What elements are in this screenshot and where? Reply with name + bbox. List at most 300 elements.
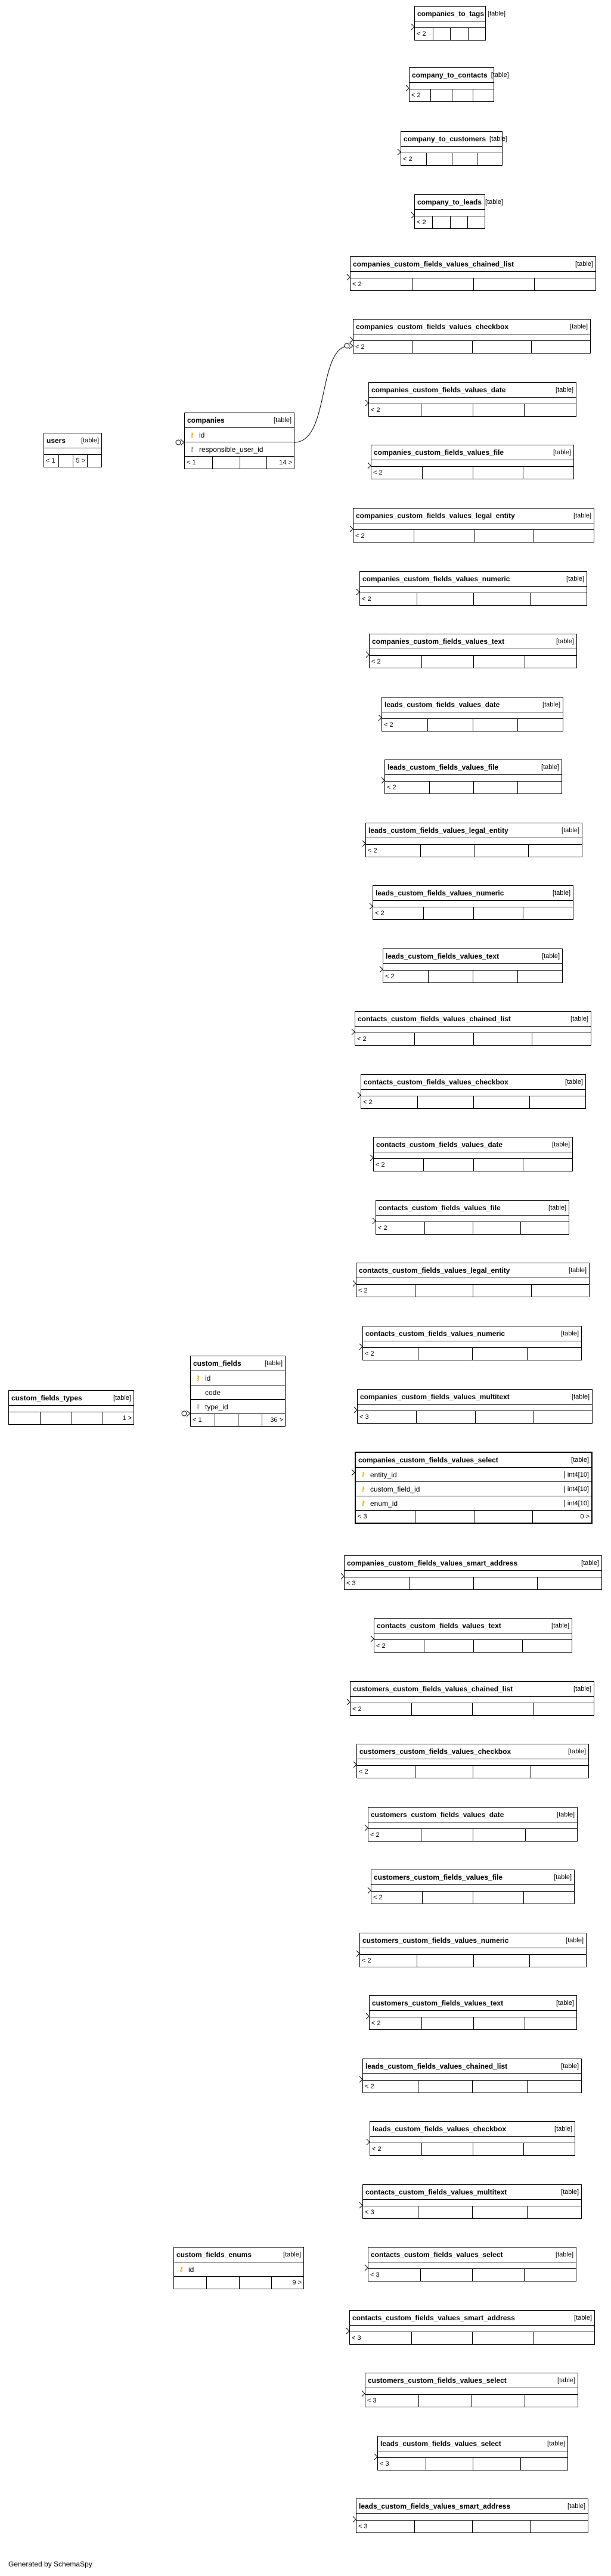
table-columns-collapsed (378, 2451, 567, 2458)
child-count (530, 593, 587, 605)
column-name: enum_id (370, 1499, 398, 1508)
footer-cell (472, 2206, 527, 2218)
table-columns-collapsed (370, 649, 576, 656)
footer-cell (473, 1829, 525, 1841)
table-header (174, 2248, 303, 2262)
table-node-companies-custom-fields-values-checkbox[interactable] (353, 319, 591, 354)
table-node-customers-custom-fields-values-select[interactable] (365, 2373, 578, 2407)
table-columns-collapsed (345, 1571, 601, 1577)
table-footer (365, 2395, 578, 2407)
table-name: custom_fields (193, 1359, 241, 1368)
footer-cell (472, 341, 531, 353)
table-columns-collapsed (356, 2514, 588, 2521)
table-node-leads-custom-fields-values-smart-address[interactable] (356, 2498, 588, 2533)
table-name: contacts_custom_fields_values_checkbox (364, 1078, 508, 1086)
table-footer (44, 455, 101, 467)
footer-cell (415, 1766, 473, 1778)
table-header (370, 2122, 575, 2137)
table-header (415, 7, 506, 21)
parent-count: < 2 (385, 973, 395, 980)
table-kind: [table] (274, 417, 291, 424)
table-footer (370, 656, 576, 668)
table-columns-collapsed (358, 1405, 592, 1411)
parent-count: < 3 (358, 2523, 368, 2530)
table-node-customers-custom-fields-values-chained-list[interactable] (350, 1681, 594, 1716)
footer-cell (473, 467, 523, 479)
footer-cell (472, 2081, 527, 2093)
table-node-customers-custom-fields-values-date[interactable] (368, 1807, 578, 1842)
column-row (191, 1400, 285, 1414)
table-header (373, 886, 573, 901)
table-header (356, 1453, 591, 1468)
table-header (374, 1137, 572, 1152)
table-node-leads-custom-fields-values-numeric[interactable] (373, 885, 573, 920)
table-node-contacts-custom-fields-values-chained-list[interactable] (355, 1011, 591, 1046)
table-node-contacts-custom-fields-values-numeric[interactable] (362, 1326, 582, 1360)
table-kind: [table] (556, 638, 574, 645)
footer-cell (473, 1159, 523, 1171)
table-footer (415, 216, 485, 228)
footer-cell (473, 1640, 523, 1652)
table-node-contacts-custom-fields-values-legal-entity[interactable] (356, 1263, 590, 1297)
child-count (525, 2017, 576, 2029)
optional-marker (182, 1411, 187, 1416)
table-kind: [table] (565, 1078, 583, 1086)
parent-count (174, 2277, 206, 2289)
table-name: companies_custom_fields_values_numeric (362, 575, 510, 583)
parent-count: < 2 (365, 1350, 374, 1357)
table-columns-collapsed (401, 147, 502, 153)
table-footer (415, 28, 485, 40)
optional-marker (176, 440, 181, 445)
table-kind: [table] (561, 2063, 579, 2070)
parent-count: < 2 (387, 784, 396, 791)
table-columns-collapsed (383, 964, 562, 971)
table-kind: [table] (554, 1874, 572, 1881)
table-node-leads-custom-fields-values-date[interactable] (382, 697, 563, 731)
table-header (363, 2185, 581, 2200)
table-kind: [table] (491, 72, 509, 79)
table-node-company-to-leads[interactable] (414, 194, 504, 229)
table-columns-collapsed (369, 398, 576, 404)
footer-cell (412, 341, 472, 353)
table-node-companies-custom-fields-values-legal-entity[interactable] (353, 508, 594, 543)
footer-cell (424, 1222, 473, 1234)
table-name: custom_fields_types (11, 1394, 82, 1402)
column-row (185, 442, 294, 457)
table-columns-collapsed (368, 2262, 576, 2269)
table-kind: [table] (574, 2314, 592, 2321)
table-header (353, 320, 590, 334)
footer-cell (58, 455, 73, 467)
child-count (532, 1033, 591, 1045)
footer-cell (450, 28, 468, 40)
table-columns-collapsed (356, 1278, 589, 1285)
table-node-companies-custom-fields-values-file[interactable] (371, 445, 574, 479)
table-columns-collapsed (368, 1822, 577, 1829)
table-columns-collapsed (355, 1027, 591, 1033)
table-node-leads-custom-fields-values-chained-list[interactable] (362, 2059, 582, 2093)
table-name: contacts_custom_fields_values_select (371, 2250, 503, 2259)
parent-count: < 3 (352, 2335, 361, 2342)
parent-count: < 3 (346, 1580, 356, 1587)
child-count: 36 > (262, 1414, 286, 1426)
table-header (383, 949, 562, 964)
footer-cell (450, 216, 467, 228)
table-footer (358, 1411, 592, 1423)
table-kind: [table] (575, 261, 593, 268)
footer-cell (429, 782, 473, 793)
table-footer (363, 1348, 581, 1360)
table-footer (350, 2332, 594, 2344)
footer-cell (473, 593, 530, 605)
child-count (525, 1829, 578, 1841)
table-header (376, 1201, 569, 1216)
footer-cell (473, 2458, 520, 2470)
parent-count: < 2 (352, 1706, 362, 1713)
child-count (477, 153, 502, 165)
footer-cell (418, 2395, 472, 2407)
table-kind: [table] (541, 764, 559, 771)
table-name: company_to_contacts (412, 71, 488, 79)
table-name: companies_custom_fields_values_select (358, 1456, 498, 1464)
table-node-users[interactable] (44, 433, 102, 467)
table-kind: [table] (548, 1204, 566, 1211)
table-header (370, 634, 576, 649)
table-kind: [table] (485, 199, 504, 206)
table-header (371, 1870, 574, 1885)
table-footer (361, 1096, 585, 1108)
table-name: contacts_custom_fields_values_text (377, 1622, 501, 1630)
table-name: contacts_custom_fields_values_chained_list (358, 1015, 511, 1023)
table-node-companies-custom-fields-values-date[interactable] (368, 382, 576, 417)
table-footer (369, 404, 576, 416)
table-node-leads-custom-fields-values-checkbox[interactable] (370, 2121, 575, 2156)
child-count (531, 1766, 588, 1778)
parent-count: < 3 (358, 1513, 367, 1520)
table-kind: [table] (553, 449, 571, 456)
table-node-custom-fields[interactable] (190, 1356, 286, 1427)
table-footer (357, 1766, 588, 1778)
table-footer (191, 1414, 285, 1426)
footer-cell (421, 656, 473, 668)
footer-cell (472, 1348, 527, 1360)
column-name: code (205, 1388, 221, 1397)
child-count (524, 2269, 576, 2281)
footer-cell (473, 1033, 532, 1045)
table-footer (371, 1892, 574, 1904)
table-kind: [table] (561, 1330, 579, 1337)
table-name: companies_custom_fields_values_multitext (360, 1393, 510, 1401)
footer-cell (474, 530, 534, 542)
footer-cell (428, 971, 473, 982)
table-node-companies-custom-fields-values-select[interactable] (355, 1452, 593, 1524)
footer-cell: 5 > (73, 455, 87, 467)
table-node-contacts-custom-fields-values-date[interactable] (373, 1137, 573, 1171)
table-node-companies-custom-fields-values-text[interactable] (369, 634, 577, 668)
table-columns-collapsed (371, 1885, 574, 1892)
table-node-company-to-customers[interactable] (401, 131, 508, 166)
footer-cell (473, 782, 517, 793)
footer-cell (215, 1414, 238, 1426)
footer-cell (472, 2269, 524, 2281)
primary-key-icon: ⚷ (360, 1471, 366, 1478)
parent-count: < 3 (365, 2209, 374, 2216)
parent-count: < 2 (375, 910, 384, 917)
parent-count: < 2 (417, 30, 426, 38)
table-columns-collapsed (415, 210, 485, 216)
parent-count: < 2 (384, 721, 393, 729)
child-count: 0 > (532, 1511, 591, 1523)
table-footer (356, 2521, 588, 2532)
table-columns-collapsed (363, 1341, 581, 1348)
table-kind: [table] (562, 827, 579, 834)
footer-cell (206, 2277, 238, 2289)
table-columns-collapsed (366, 838, 582, 845)
table-node-contacts-custom-fields-values-text[interactable] (374, 1618, 572, 1653)
table-header (356, 1263, 589, 1278)
table-node-companies-custom-fields-values-numeric[interactable] (359, 571, 587, 606)
table-header (185, 413, 294, 428)
table-node-company-to-contacts[interactable] (409, 67, 509, 102)
table-columns-collapsed (363, 2074, 581, 2081)
table-name: customers_custom_fields_values_numeric (362, 1936, 509, 1945)
footer-cell (473, 656, 525, 668)
parent-count: < 2 (371, 658, 381, 665)
footer-cell (422, 467, 473, 479)
table-kind: [table] (489, 135, 508, 142)
footer-cell (473, 1577, 538, 1589)
table-kind: [table] (572, 1393, 590, 1400)
footer-cell (412, 278, 473, 290)
table-columns-collapsed (361, 1090, 585, 1096)
table-kind: [table] (551, 1622, 569, 1629)
footer-cell (473, 1285, 531, 1297)
table-columns-collapsed (410, 83, 494, 89)
column-name: id (205, 1374, 211, 1382)
child-count (520, 1222, 569, 1234)
table-name: leads_custom_fields_values_file (387, 763, 499, 771)
column-name: custom_field_id (370, 1484, 420, 1493)
table-columns-collapsed (370, 2011, 576, 2017)
child-count: 9 > (271, 2277, 303, 2289)
child-count (523, 1892, 574, 1904)
table-name: companies_to_tags (417, 10, 485, 18)
child-count (529, 1096, 585, 1108)
parent-count: < 2 (376, 1642, 386, 1650)
footer-cell (414, 1033, 473, 1045)
table-header (351, 257, 596, 272)
table-node-companies-custom-fields-values-smart-address[interactable] (344, 1555, 602, 1590)
table-footer (356, 1511, 591, 1523)
table-name: leads_custom_fields_values_text (386, 952, 500, 960)
footer-cell (452, 153, 477, 165)
footer-cell (472, 2395, 525, 2407)
table-kind: [table] (265, 1360, 283, 1367)
footer-cell (472, 1703, 533, 1715)
table-kind: [table] (561, 2188, 579, 2196)
table-node-leads-custom-fields-values-file[interactable] (384, 760, 562, 794)
table-footer (345, 1577, 601, 1589)
table-node-leads-custom-fields-values-text[interactable] (383, 948, 563, 983)
table-header (358, 1390, 592, 1405)
table-header (369, 383, 576, 398)
footer-cell (474, 845, 528, 857)
column-row (191, 1371, 285, 1385)
child-count (531, 341, 590, 353)
table-header (371, 445, 573, 460)
table-node-contacts-custom-fields-values-file[interactable] (376, 1200, 569, 1235)
table-node-companies-to-tags[interactable] (414, 6, 506, 41)
child-count (525, 656, 576, 668)
table-node-customers-custom-fields-values-file[interactable] (371, 1870, 575, 1904)
relationship-edge (294, 346, 349, 442)
table-header (360, 1933, 586, 1948)
table-name: leads_custom_fields_values_smart_address (359, 2502, 511, 2510)
foreign-key-icon: ⚷ (195, 1403, 201, 1411)
table-header (357, 1744, 588, 1759)
parent-count: < 2 (362, 1957, 371, 1964)
table-kind: [table] (566, 575, 584, 582)
table-columns-collapsed (374, 1152, 572, 1159)
column-type: int4[10] (565, 1471, 589, 1478)
table-columns-collapsed (350, 2326, 594, 2332)
footer-cell (423, 907, 473, 919)
parent-count: < 2 (355, 532, 365, 540)
parent-count: < 2 (376, 1161, 385, 1168)
child-count (468, 28, 486, 40)
footer-cell (472, 2332, 534, 2344)
table-name: companies (187, 416, 225, 424)
table-node-contacts-custom-fields-values-select[interactable] (368, 2247, 576, 2281)
footer-cell (426, 2458, 473, 2470)
table-footer (370, 2143, 575, 2155)
footer-cell (409, 1577, 473, 1589)
table-node-companies[interactable] (184, 413, 294, 469)
table-header (415, 195, 504, 210)
table-footer (351, 278, 596, 290)
parent-count: < 1 (187, 459, 196, 466)
table-node-leads-custom-fields-values-legal-entity[interactable] (365, 823, 582, 857)
table-name: contacts_custom_fields_values_legal_entity (359, 1266, 510, 1275)
optional-marker (345, 343, 349, 348)
parent-count: < 2 (373, 469, 383, 476)
parent-count: < 3 (380, 2460, 389, 2467)
footer-cell (418, 1348, 473, 1360)
table-footer (382, 719, 563, 731)
table-name: companies_custom_fields_values_smart_address (347, 1559, 518, 1567)
footer-cell (473, 719, 518, 731)
table-header (361, 1075, 585, 1090)
footer-cell (427, 719, 473, 731)
table-columns-collapsed (363, 2200, 581, 2206)
table-footer (368, 1829, 577, 1841)
table-node-customers-custom-fields-values-numeric[interactable] (359, 1933, 587, 1967)
table-node-contacts-custom-fields-values-checkbox[interactable] (361, 1074, 586, 1109)
table-node-custom-fields-enums[interactable] (173, 2247, 304, 2289)
table-name: contacts_custom_fields_values_date (376, 1140, 503, 1149)
table-kind: [table] (571, 1456, 589, 1464)
table-columns-collapsed (353, 523, 594, 530)
table-footer (185, 457, 294, 469)
table-footer (366, 845, 582, 857)
table-node-companies-custom-fields-values-chained-list[interactable] (350, 256, 596, 291)
table-name: leads_custom_fields_values_date (384, 700, 500, 709)
table-node-companies-custom-fields-values-multitext[interactable] (357, 1389, 593, 1424)
table-footer (410, 89, 494, 101)
table-footer (374, 1640, 572, 1652)
table-name: contacts_custom_fields_values_file (379, 1204, 501, 1212)
footer-cell (239, 2277, 271, 2289)
parent-count: < 2 (378, 1225, 387, 1232)
table-header (9, 1391, 134, 1406)
table-node-contacts-custom-fields-values-multitext[interactable] (362, 2184, 582, 2219)
table-footer (374, 1159, 572, 1171)
table-columns-collapsed (382, 712, 563, 719)
child-count (527, 2081, 582, 2093)
parent-count (9, 1412, 40, 1424)
child-count (525, 2395, 578, 2407)
table-name: custom_fields_enums (176, 2250, 252, 2259)
table-kind: [table] (581, 1560, 599, 1567)
table-name: companies_custom_fields_values_file (374, 448, 504, 457)
footer-cell (72, 1412, 103, 1424)
table-node-customers-custom-fields-values-text[interactable] (369, 1995, 577, 2030)
table-kind: [table] (553, 889, 570, 897)
parent-count: < 2 (372, 2146, 382, 2153)
table-name: leads_custom_fields_values_numeric (376, 889, 504, 897)
table-node-leads-custom-fields-values-select[interactable] (377, 2436, 568, 2470)
table-kind: [table] (81, 437, 99, 444)
table-header (363, 1326, 581, 1341)
child-count (531, 1285, 590, 1297)
primary-key-icon: ⚷ (178, 2266, 184, 2273)
table-name: leads_custom_fields_values_legal_entity (368, 826, 508, 835)
table-name: contacts_custom_fields_values_numeric (365, 1329, 505, 1338)
parent-count: < 2 (368, 847, 377, 854)
table-header (356, 2499, 588, 2514)
footer-cell (475, 1411, 534, 1423)
table-header (355, 1012, 591, 1027)
column-type: int4[10] (565, 1486, 589, 1493)
footer-cell (473, 404, 525, 416)
table-header (374, 1619, 572, 1633)
table-header (44, 433, 101, 448)
footer-cell (430, 89, 451, 101)
table-header (368, 1808, 577, 1822)
table-node-customers-custom-fields-values-checkbox[interactable] (356, 1744, 589, 1778)
table-header (363, 2059, 581, 2074)
child-count (517, 719, 563, 731)
table-kind: [table] (552, 1141, 570, 1148)
child-count: 14 > (266, 457, 294, 469)
table-node-custom-fields-types[interactable] (8, 1390, 134, 1425)
child-count (517, 971, 562, 982)
parent-count: < 2 (362, 596, 371, 603)
table-footer (378, 2458, 567, 2470)
table-header (378, 2436, 567, 2451)
footer-cell (420, 2269, 472, 2281)
table-node-contacts-custom-fields-values-smart-address[interactable] (349, 2310, 595, 2345)
table-columns-collapsed (415, 21, 485, 28)
footer-cell (418, 2206, 473, 2218)
column-row (356, 1468, 591, 1482)
child-count (528, 845, 582, 857)
child-count (517, 782, 562, 793)
child-count (534, 530, 594, 542)
table-footer (360, 1955, 586, 1967)
footer-cell (421, 404, 473, 416)
